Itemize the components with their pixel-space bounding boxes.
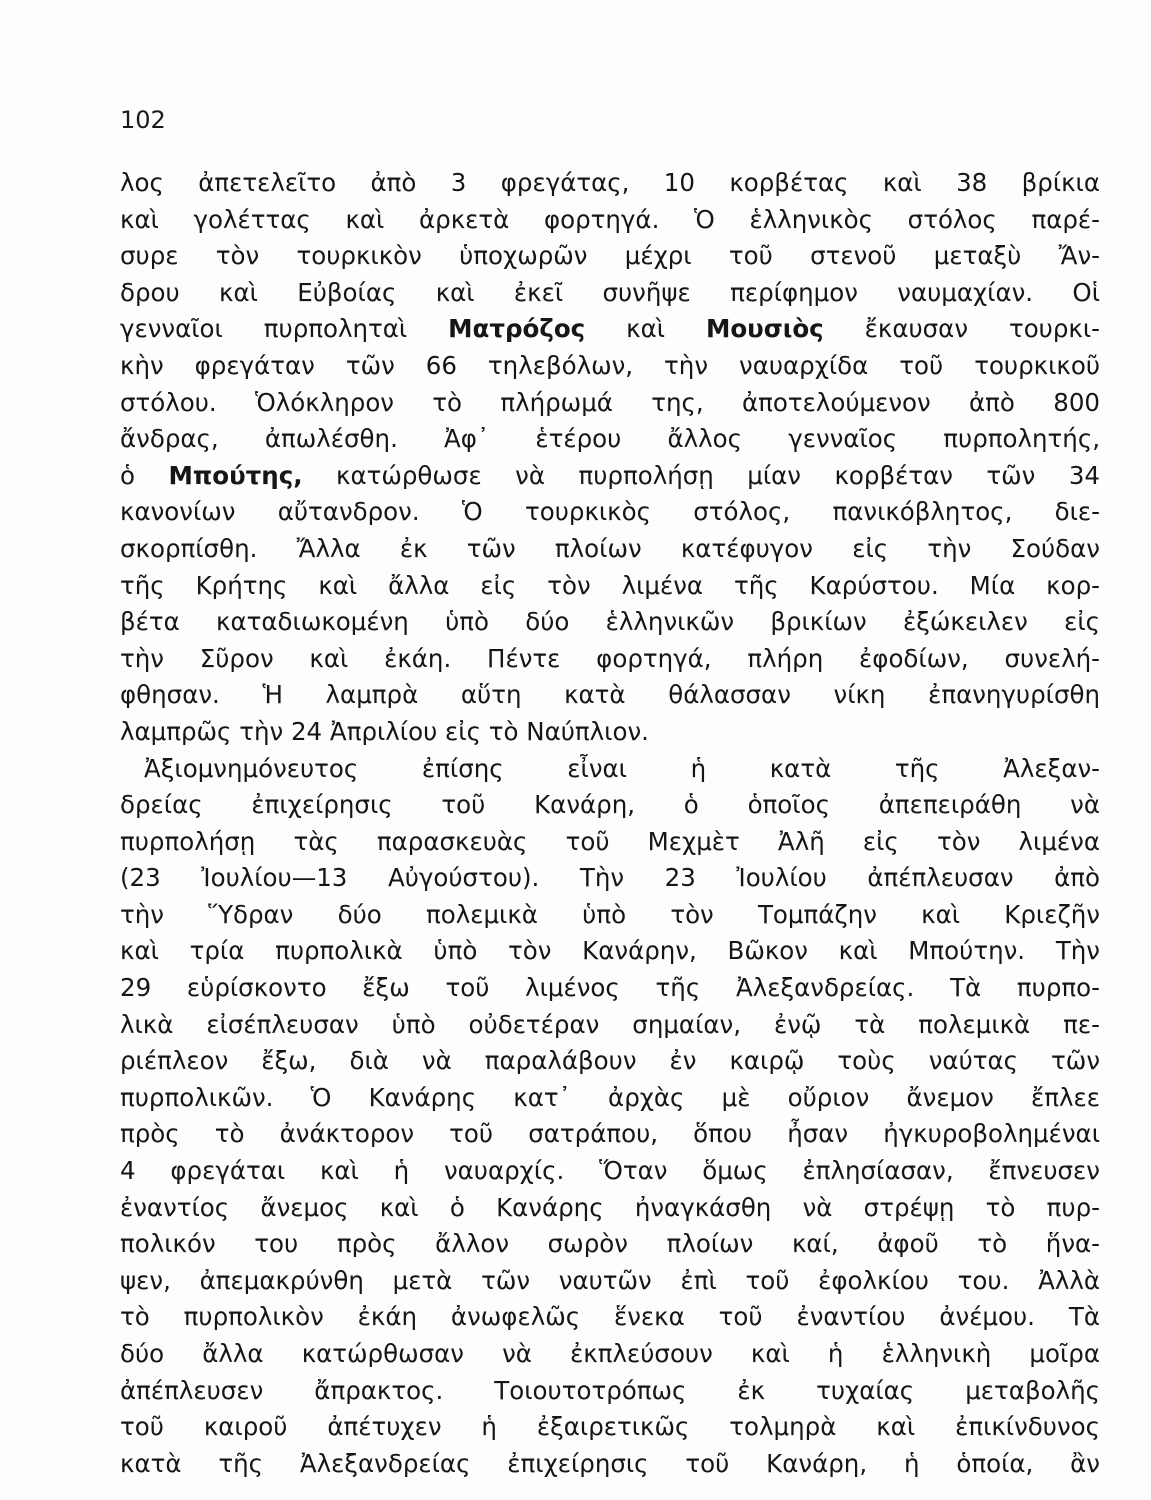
- text-line: δύο ἄλλα κατώρθωσαν νὰ ἐκπλεύσουν καὶ ἡ ἑλληνικὴ μοῖρα: [120, 1339, 1100, 1368]
- text-line: δρείας ἐπιχείρησις τοῦ Κανάρη, ὁ ὁποῖος ἀπεπειράθη νὰ: [120, 790, 1100, 820]
- text-line: λος ἀπετελεῖτο ἀπὸ 3 φρεγάτας, 10 κορβέτας καὶ 38 βρίκια: [120, 168, 1100, 197]
- text-line: Ἀξιομνημόνευτος ἐπίσης εἶναι ἡ κατὰ τῆς Ἀλεξαν-: [144, 753, 1100, 783]
- text-line: 29 εὑρίσκοντο ἔξω τοῦ λιμένος τῆς Ἀλεξανδρείας. Τὰ πυρπο-: [120, 973, 1100, 1003]
- text-line: στόλου. Ὁλόκληρον τὸ πλήρωμά της, ἀποτελούμενον ἀπὸ 800: [120, 387, 1100, 417]
- text-fragment: καὶ: [585, 314, 706, 344]
- text-line: τὸ πυρπολικὸν ἐκάη ἀνωφελῶς ἕνεκα τοῦ ἐναντίου ἀνέμου. Τὰ: [120, 1302, 1100, 1332]
- text-line: τῆς Κρήτης καὶ ἄλλα εἰς τὸν λιμένα τῆς Καρύστου. Μία κορ-: [120, 570, 1100, 600]
- text-line: συρε τὸν τουρκικὸν ὑποχωρῶν μέχρι τοῦ στενοῦ μεταξὺ Ἄν-: [120, 241, 1100, 271]
- text-line: 4 φρεγάται καὶ ἡ ναυαρχίς. Ὅταν ὅμως ἐπλησίασαν, ἔπνευσεν: [120, 1156, 1100, 1186]
- text-line: πυρπολήσῃ τὰς παρασκευὰς τοῦ Μεχμὲτ Ἀλῆ εἰς τὸν λιμένα: [120, 826, 1100, 856]
- bold-name-boutis: Μπούτης,: [168, 460, 303, 490]
- text-fragment: ὁ: [120, 460, 169, 490]
- text-line: ριέπλεον ἔξω, διὰ νὰ παραλάβουν ἐν καιρῷ τοὺς ναύτας τῶν: [120, 1046, 1100, 1076]
- text-line: σκορπίσθη. Ἄλλα ἐκ τῶν πλοίων κατέφυγον εἰς τὴν Σούδαν: [120, 533, 1100, 563]
- text-line: ἀπέπλευσεν ἄπρακτος. Τοιουτοτρόπως ἐκ τυχαίας μεταβολῆς: [120, 1375, 1100, 1405]
- text-line: κατὰ τῆς Ἀλεξανδρείας ἐπιχείρησις τοῦ Κανάρη, ἡ ὁποία, ἂν: [120, 1448, 1100, 1478]
- text-line: πυρπολικῶν. Ὁ Κανάρης κατ᾽ ἀρχὰς μὲ οὔριον ἄνεμον ἔπλεε: [120, 1082, 1100, 1112]
- text-line: καὶ τρία πυρπολικὰ ὑπὸ τὸν Κανάρην, Βῶκον καὶ Μπούτην. Τὴν: [120, 936, 1100, 966]
- text-line: δρου καὶ Εὐβοίας καὶ ἐκεῖ συνῆψε περίφημον ναυμαχίαν. Οἱ: [120, 277, 1100, 307]
- text-line: καὶ γολέττας καὶ ἀρκετὰ φορτηγά. Ὁ ἑλληνικὸς στόλος παρέ-: [120, 204, 1100, 234]
- text-fragment: γενναῖοι πυρποληταὶ: [120, 314, 449, 344]
- text-line: πρὸς τὸ ἀνάκτορον τοῦ σατράπου, ὅπου ἦσαν ἠγκυροβολημέναι: [120, 1119, 1100, 1149]
- text-line: λικὰ εἰσέπλευσαν ὑπὸ οὐδετέραν σημαίαν, ἐνῷ τὰ πολεμικὰ πε-: [120, 1009, 1100, 1039]
- text-line: ἐναντίος ἄνεμος καὶ ὁ Κανάρης ἠναγκάσθη νὰ στρέψῃ τὸ πυρ-: [120, 1192, 1100, 1222]
- text-line: λαμπρῶς τὴν 24 Ἀπριλίου εἰς τὸ Ναύπλιον.: [120, 716, 649, 746]
- text-line: κὴν φρεγάταν τῶν 66 τηλεβόλων, τὴν ναυαρχίδα τοῦ τουρκικοῦ: [120, 350, 1100, 380]
- bold-name-mousios: Μουσιὸς: [705, 314, 824, 344]
- text-line: [120, 458, 1100, 495]
- text-fragment: ἔκαυσαν τουρκι-: [823, 314, 1100, 344]
- text-line: φθησαν. Ἡ λαμπρὰ αὕτη κατὰ θάλασσαν νίκη ἐπανηγυρίσθη: [120, 680, 1100, 710]
- text-line: τοῦ καιροῦ ἀπέτυχεν ἡ ἐξαιρετικῶς τολμηρὰ καὶ ἐπικίνδυνος: [120, 1412, 1100, 1442]
- text-line: τὴν Ὕδραν δύο πολεμικὰ ὑπὸ τὸν Τομπάζην καὶ Κριεζῆν: [120, 899, 1100, 929]
- text-line: τὴν Σῦρον καὶ ἐκάη. Πέντε φορτηγά, πλήρη ἐφοδίων, συνελή-: [120, 643, 1100, 673]
- body-text: [120, 165, 1100, 1482]
- text-line: κανονίων αὔτανδρον. Ὁ τουρκικὸς στόλος, πανικόβλητος, διε-: [120, 497, 1100, 527]
- bold-name-matrozos: Ματρόζος: [448, 314, 586, 344]
- page-number: 102: [120, 106, 166, 134]
- text-fragment: κατώρθωσε νὰ πυρπολήσῃ μίαν κορβέταν τῶν 34: [302, 460, 1100, 490]
- text-line: πολικόν του πρὸς ἄλλον σωρὸν πλοίων καί, ἀφοῦ τὸ ἥνα-: [120, 1229, 1100, 1259]
- text-line: ἄνδρας, ἀπωλέσθη. Ἀφ᾽ ἑτέρου ἄλλος γενναῖος πυρπολητής,: [120, 424, 1100, 454]
- text-line: (23 Ἰουλίου—13 Αὐγούστου). Τὴν 23 Ἰουλίου ἀπέπλευσαν ἀπὸ: [120, 863, 1100, 893]
- text-line: ψεν, ἀπεμακρύνθη μετὰ τῶν ναυτῶν ἐπὶ τοῦ ἐφολκίου του. Ἀλλὰ: [120, 1265, 1100, 1295]
- text-line: [120, 311, 1100, 348]
- text-line: βέτα καταδιωκομένη ὑπὸ δύο ἑλληνικῶν βρικίων ἐξώκειλεν εἰς: [120, 607, 1100, 637]
